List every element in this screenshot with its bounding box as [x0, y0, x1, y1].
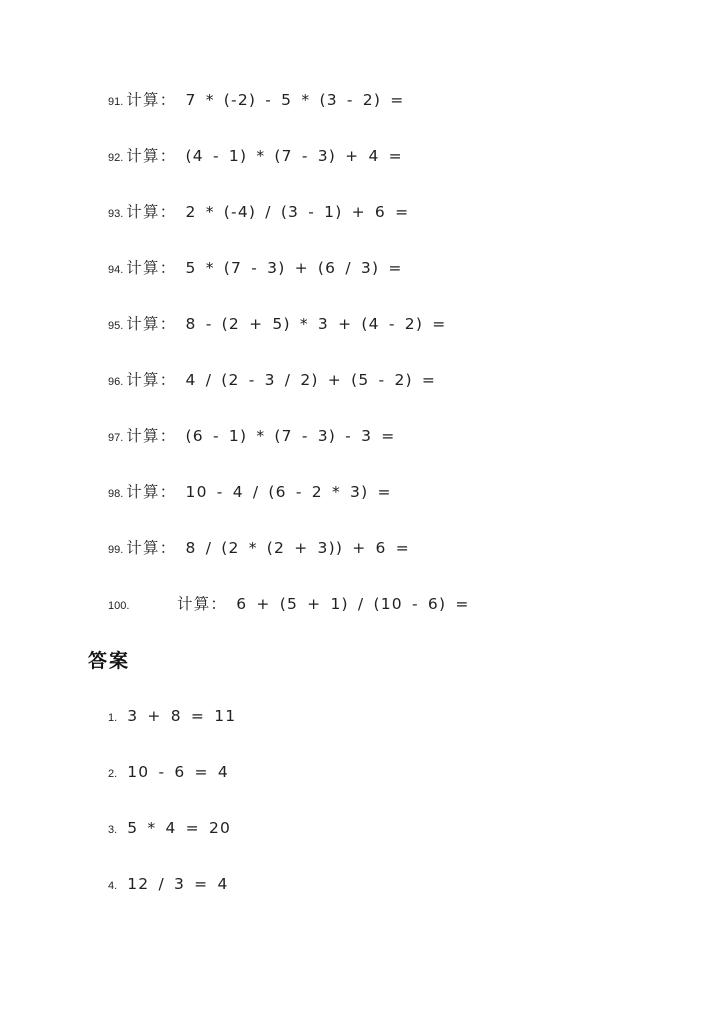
question-number: 94. — [108, 264, 124, 276]
question-number: 95. — [108, 320, 124, 332]
answer-3 — [108, 819, 231, 843]
question-number: 100. — [108, 600, 130, 612]
question-text: 计算： 2 * (-4) / (3 - 1) + 6 = — [126, 203, 410, 221]
question-95 — [108, 312, 446, 336]
question-number: 93. — [108, 208, 124, 220]
question-97 — [108, 424, 395, 448]
question-text: 计算： 7 * (-2) - 5 * (3 - 2) = — [126, 91, 405, 109]
question-100 — [108, 592, 470, 616]
question-91 — [108, 88, 404, 112]
answer-text: 12 / 3 = 4 — [127, 875, 229, 893]
question-98 — [108, 480, 392, 504]
question-92 — [108, 144, 403, 168]
question-99 — [108, 536, 410, 560]
question-number: 99. — [108, 544, 124, 556]
answer-text: 10 - 6 = 4 — [127, 763, 229, 781]
answer-number: 1. — [108, 712, 118, 724]
answer-2 — [108, 763, 229, 787]
answer-4 — [108, 875, 229, 899]
question-text: 计算： 10 - 4 / (6 - 2 * 3) = — [126, 483, 392, 501]
answers-heading: 答案 — [88, 650, 131, 672]
answer-number: 4. — [108, 880, 118, 892]
question-text: 计算： (4 - 1) * (7 - 3) + 4 = — [126, 147, 403, 165]
question-text: 计算： (6 - 1) * (7 - 3) - 3 = — [126, 427, 396, 445]
question-96 — [108, 368, 436, 392]
answer-1 — [108, 707, 236, 731]
answer-text: 5 * 4 = 20 — [127, 819, 232, 837]
question-93 — [108, 200, 409, 224]
question-text: 计算： 4 / (2 - 3 / 2) + (5 - 2) = — [126, 371, 437, 389]
question-text: 计算： 8 / (2 * (2 + 3)) + 6 = — [126, 539, 410, 557]
answer-number: 2. — [108, 768, 118, 780]
question-text: 计算： 5 * (7 - 3) + (6 / 3) = — [126, 259, 403, 277]
question-number: 97. — [108, 432, 124, 444]
question-text: 计算： 8 - (2 + 5) * 3 + (4 - 2) = — [126, 315, 447, 333]
question-number: 91. — [108, 96, 124, 108]
question-number: 96. — [108, 376, 124, 388]
answer-number: 3. — [108, 824, 118, 836]
question-number: 92. — [108, 152, 124, 164]
question-94 — [108, 256, 403, 280]
question-text: 计算： 6 + (5 + 1) / (10 - 6) = — [177, 595, 470, 613]
question-number: 98. — [108, 488, 124, 500]
answer-text: 3 + 8 = 11 — [127, 707, 237, 725]
